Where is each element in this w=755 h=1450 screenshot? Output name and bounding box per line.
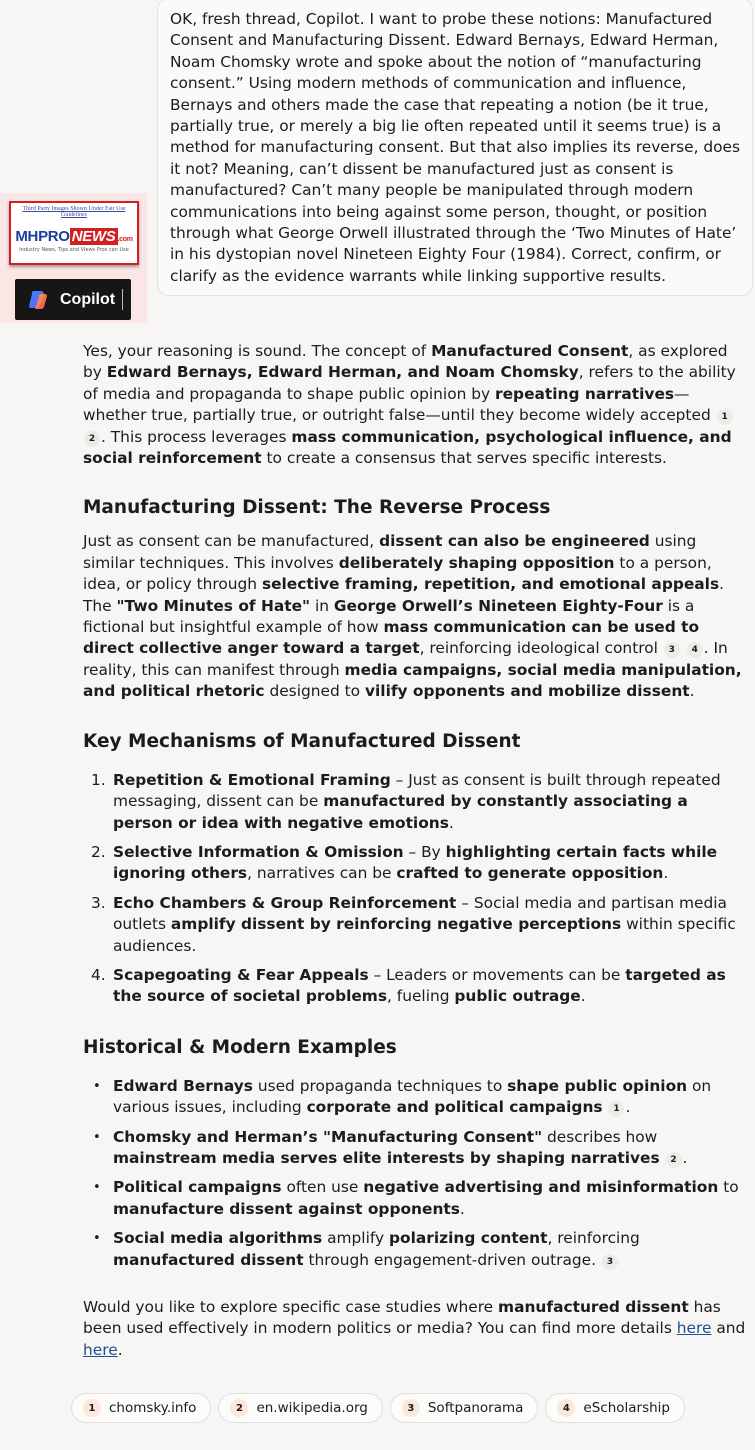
list-item: • Edward Bernays used propaganda techniques to shape public opinion on various issues, including corporate and political campaigns 1 . [83,1076,751,1119]
heading-key-mechanisms: Key Mechanisms of Manufactured Dissent [83,730,521,752]
list-item: • Chomsky and Herman’s "Manufacturing Consent" describes how mainstream media serves elite interests by shaping narratives 2 . [83,1127,751,1170]
citation-1[interactable]: 1 [608,1101,624,1117]
citation-2[interactable]: 2 [84,431,100,447]
copilot-logo-icon [27,288,51,312]
mhpronews-logo [9,201,139,265]
logo-wordmark: MHPRO NEWS .com [15,228,133,245]
user-message-text: OK, fresh thread, Copilot. I want to probe these notions: Manufactured Consent and Manufacturing Dissent. Edward Bernays, Edward Herman, Noam Chomsky wrote and spoke about the notion of “manufacturing consent.” Using modern methods of communication and influence, Bernays and others made the case that repeating a notion (be it true, partially true, or merely a big lie often repeated until it seems true) is a method for manufacturing consent. But that also implies its reverse, does it not? Meaning, can’t dissent be manufactured just as consent is manufactured? Can’t many people be manipulated through modern communications into being against some person, thought, or position through what George Orwell illustrated through the ‘Two Minutes of Hate’ in his dystopian novel Nineteen Eighty Four (1984). Correct, confirm, or clarify as the evidence warrants while linking supportive results. [170,10,741,285]
citation-3[interactable]: 3 [664,642,680,658]
logo-tagline: Industry News, Tips and Views Pros can Use [19,247,129,253]
badge-area [0,193,147,323]
reverse-paragraph: Just as consent can be manufactured, dissent can also be engineered using similar techniques. This involves deliberately shaping opposition to a person, idea, or policy through selective framing, repetition, and emotional appeals. The "Two Minutes of Hate" in George Orwell’s Nineteen Eighty-Four is a fictional but insightful example of how mass communication can be used to direct collective anger toward a target, reinforcing ideological control 3 4 . In reality, this can manifest through media campaigns, social media manipulation, and political rhetoric designed to vilify opponents and mobilize dissent. [83,532,742,701]
source-chips [71,1393,685,1423]
source-chip-chomsky[interactable]: 1 chomsky.info [71,1393,211,1423]
heading-reverse-process: Manufacturing Dissent: The Reverse Process [83,497,551,519]
logo-fair-use-text: Third Party Images Shown Under Fair Use Guidelines [22,206,126,218]
citation-3[interactable]: 3 [602,1254,618,1270]
copilot-label: Copilot [60,290,116,308]
user-message-bubble [157,0,753,296]
copilot-separator [122,289,123,310]
list-item: 1. Repetition & Emotional Framing – Just as consent is built through repeated messaging, dissent can be manufactured by constantly associating a person or idea with negative emotions. [91,770,721,832]
intro-paragraph: Yes, your reasoning is sound. The concept of Manufactured Consent, as explored by Edward Bernays, Edward Herman, and Noam Chomsky, refers to the ability of media and propaganda to shape public opinion by repeating narratives—whether true, partially true, or outright false—until they become widely accepted 1 2 . This process leverages mass communication, psychological influence, and social reinforcement to create a consensus that serves specific interests. [83,342,736,468]
source-chip-softpanorama[interactable]: 3 Softpanorama [390,1393,539,1423]
list-item: 3. Echo Chambers & Group Reinforcement – Social media and partisan media outlets amplify dissent by reinforcing negative perceptions within specific audiences. [91,893,736,955]
here-link-1[interactable]: here [676,1319,712,1338]
source-chip-escholarship[interactable]: 4 eScholarship [545,1393,685,1423]
list-item: 4. Scapegoating & Fear Appeals – Leaders or movements can be targeted as the source of societal problems, fueling public outrage. [91,965,726,1006]
citation-4[interactable]: 4 [687,642,703,658]
copilot-badge [15,279,131,320]
closing-paragraph: Would you like to explore specific case studies where manufactured dissent has been used effectively in modern politics or media? You can find more details here and here. [83,1298,746,1359]
citation-1[interactable]: 1 [717,409,733,425]
examples-list [83,1076,751,1271]
mechanisms-list [83,770,751,1008]
citation-2[interactable]: 2 [666,1152,682,1168]
list-item: • Political campaigns often use negative advertising and misinformation to manufacture dissent against opponents. [83,1177,751,1220]
list-item: • Social media algorithms amplify polarizing content, reinforcing manufactured dissent through engagement-driven outrage. 3 [83,1228,751,1271]
here-link-2[interactable]: here [83,1340,118,1359]
source-chip-wikipedia[interactable]: 2 en.wikipedia.org [218,1393,382,1423]
heading-examples: Historical & Modern Examples [83,1036,397,1058]
assistant-answer [83,341,751,1361]
list-item: 2. Selective Information & Omission – By highlighting certain facts while ignoring others, narratives can be crafted to generate opposition. [91,842,718,883]
